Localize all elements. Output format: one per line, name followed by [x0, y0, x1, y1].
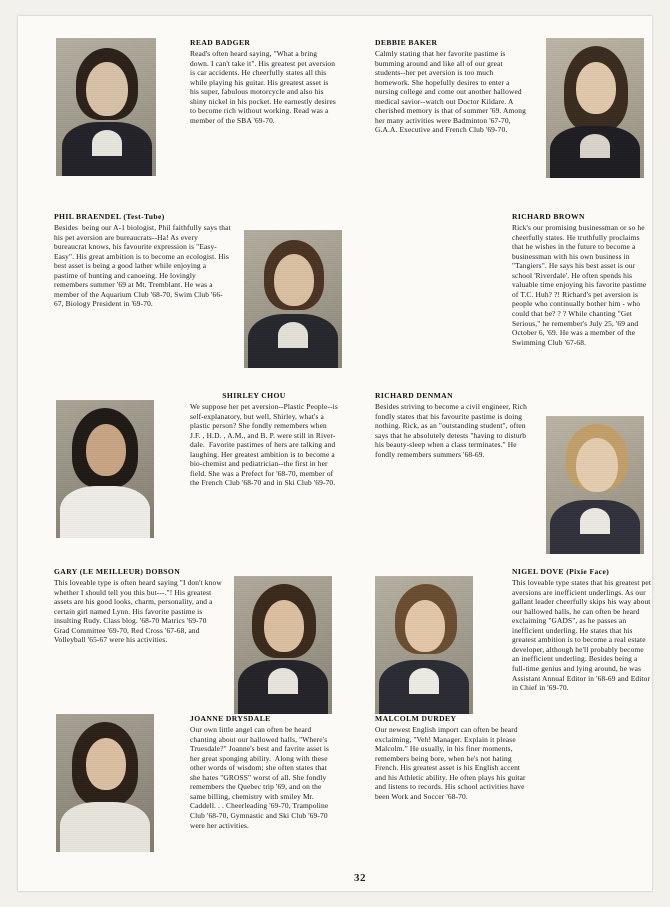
- student-bio: Rick's our promising businessman or so he cheerfully states. He truthfully proclaims that he wishes in the future to become a businessman with his own business in "Tangiers". He says his best asset is our school 'Riverdale'. He often spends his valuable time enjoying his favorite pastime of T.C. Huh? ?! Richard's pet aversion is people who continually bother him - who could that be? ? ? While chanting "Get Serious," he remember's July 25, '69 and October 6, '69. He was a member of the Swimming Club '67-68.: [512, 223, 649, 347]
- student-bio: Calmly stating that her favorite pastime is bumming around and like all of our great students--her pet aversion is too much homework. She hopefully desires to enter a nursing college and come out another hallowed medical savior--watch out Doctor Kildare. A cherished memory is that of summer '69. Among her many activities were Badminton '67-70, G.A.A. Executive and French Club '69-70.: [375, 49, 528, 135]
- student-name: NIGEL DOVE (Pixie Face): [512, 567, 610, 576]
- student-name: SHIRLEY CHOU: [222, 391, 286, 400]
- student-bio: Our own little angel can often be heard chanting about our hallowed halls, "Where's Truesdale?" Joanne's best and favrite asset is her great sponging ability. Along with these other words of wisdom; she often states that she hates "GROSS" worst of all. She fondly remembers the Quebec trip '69, and on the same billing, chemistry with smiley Mr. Caddell. . . Cheerleading '69-70, Trampoline Club '68-70, Gymnastic and Ski Club '69-70 were her activities.: [190, 725, 332, 830]
- bio-joanne-drysdale: [190, 714, 338, 830]
- student-name: RICHARD DENMAN: [375, 391, 453, 400]
- student-name: MALCOLM DURDEY: [375, 714, 457, 723]
- page-number: 32: [354, 872, 366, 884]
- bio-shirley-chou: [190, 391, 338, 488]
- student-bio: We suppose her pet aversion--Plastic People--is self-explanatory, but well, Shirley, what's a plastic person? She fondly remembers when J.F. , H.D. , A.M., and B. P. were still in River-dale. Favorite pastimes of hers are talking and laughing. Her greatest ambition is to become a bio-chemist and pediatrician--the first in her field. She was a Prefect for '68-70, member of the French Club '68-70 and in Ski Club '69-70.: [190, 402, 340, 488]
- portrait-read-badger: [56, 38, 156, 176]
- bio-malcolm-durdey: [375, 714, 527, 801]
- student-name: GARY (LE MEILLEUR) DOBSON: [54, 567, 181, 576]
- bio-gary-dobson: [54, 567, 222, 645]
- portrait-shirley-chou: [56, 400, 154, 538]
- bio-phil-braendel: [54, 212, 232, 309]
- bio-nigel-dove: [512, 567, 652, 693]
- portrait-gary-dobson: [234, 576, 332, 714]
- portrait-joanne-drysdale: [56, 714, 154, 852]
- bio-debbie-baker: [375, 38, 527, 135]
- portrait-phil-braendel: [244, 230, 342, 368]
- student-name: DEBBIE BAKER: [375, 38, 438, 47]
- bio-richard-brown: [512, 212, 652, 347]
- student-name: JOANNE DRYSDALE: [190, 714, 271, 723]
- student-bio: Read's often heard saying, "What a bring down. I can't take it". His greatest pet aversion is car accidents. He cheerfully states all this while playing his guitar. His greatest asset is his super, fabulous motorcycle and also his shiny nickel in his pocket. He earnestly desires to become rich without working. Read was a member of the SBA '69-70.: [190, 49, 338, 125]
- portrait-debbie-baker: [546, 38, 644, 178]
- student-bio: This loveable type states that his greatest pet aversions are inefficient underlings. As our gallant leader cheerfully skips his way about our hallowed halls, he can often be heard exclaiming "GADS", as he passes an inefficient underling. He states that his greatest ambition is to become a real estate developer, although he'll probably become an inefficient underling. Besides being a full-time genius and lying around, he was Assistant Annual Editor in '68-69 and Editor in Chief in '69-70.: [512, 578, 654, 693]
- student-bio: Besides being our A-1 biologist, Phil faithfully says that his pet aversion are bureaucrats--Ha! As every bureaucrat knows, his favourite expression is "Easy-Easy". His great ambition is to become an ecologist. His best asset is being a good lather while enjoying a pastime of hunting and canoeing. He lovingly remembers summer '69 at Mt. Tremblant. He was a member of the Aquarium Club '68-70, Swim Club '66-67, Biology President in '69-70.: [54, 223, 233, 309]
- bio-read-badger: [190, 38, 338, 125]
- student-name: RICHARD BROWN: [512, 212, 585, 221]
- student-name: PHIL BRAENDEL (Test-Tube): [54, 212, 165, 221]
- page-paper: [18, 16, 652, 891]
- portrait-richard-denman: [546, 416, 644, 554]
- student-bio: Besides striving to become a civil engineer, Rich fondly states that his favourite pastime is doing nothing. Rick, as an "outstanding student", often says that he absolutely detests "having to disturb his beauty-sleep when a class terminates." He fondly remembers summers '68-69.: [375, 402, 529, 459]
- student-bio: Our newest English import can often be heard exclaiming, "Veh! Manager. Explain it please Malcolm." He usually, in his finer moments, remembers being bore, when he's not hating French. His greatest asset is his English accent and his Athletic ability. He often plays his guitar and listens to records. His school activities have been Work and Soccer '68-70.: [375, 725, 528, 801]
- portrait-nigel-dove: [375, 576, 473, 714]
- student-bio: This loveable type is often heard saying "I don't know whether I should tell you this but---."! His greatest assets are his good looks, charm, personality, and a certain girl named Lynn. His favorite pastime is insulting Rudy. Class blog. '68-70 Matrics '69-70 Grad Committee '69-70, Red Cross '67-68, and Volleyball '65-67 were his activities.: [54, 578, 224, 645]
- student-name: READ BADGER: [190, 38, 251, 47]
- bio-richard-denman: [375, 391, 527, 459]
